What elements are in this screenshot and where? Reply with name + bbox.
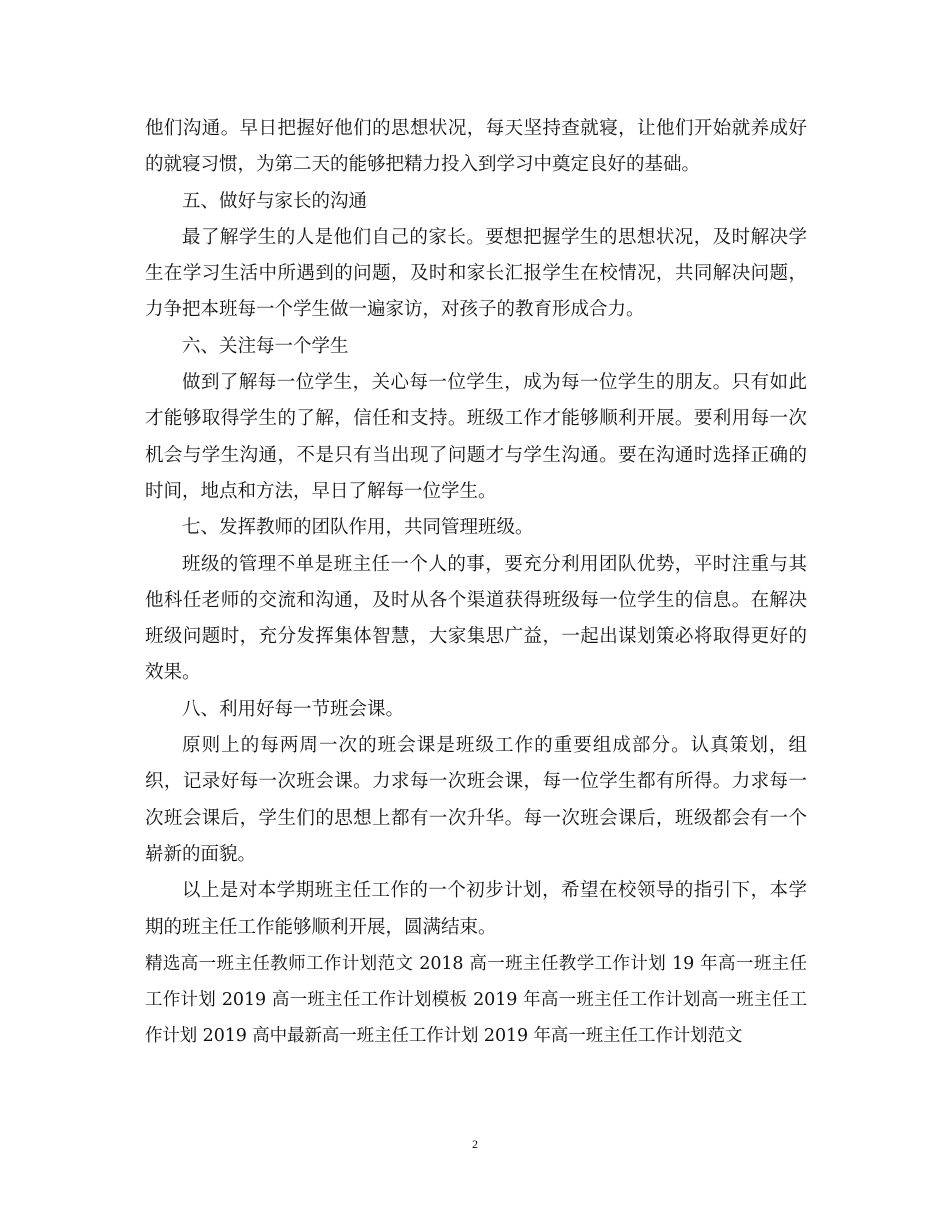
section-heading-parent-communication: 五、做好与家长的沟通	[182, 190, 368, 212]
document-body	[145, 111, 807, 1055]
section-heading-teacher-team: 七、发挥教师的团队作用，共同管理班级。	[182, 517, 534, 539]
paragraph-teacher-team: 班级的管理不单是班主任一个人的事，要充分利用团队优势，平时注重与其他科任老师的交流和沟通，及时从各个渠道获得班级每一位学生的信息。在解决班级问题时，充分发挥集体智慧，大家集思广益，一起出谋划策必将取得更好的效果。	[145, 553, 807, 684]
paragraph-every-student: 做到了解每一位学生，关心每一位学生，成为每一位学生的朋友。只有如此才能够取得学生的了解，信任和支持。班级工作才能够顺利开展。要利用每一次机会与学生沟通，不是只有当出现了问题才与学生沟通。要在沟通时选择正确的时间，地点和方法，早日了解每一位学生。	[145, 372, 807, 502]
page-number: 2	[472, 1137, 478, 1151]
paragraph-parent-communication: 最了解学生的人是他们自己的家长。要想把握学生的思想状况，及时解决学生在学习生活中所遇到的问题，及时和家长汇报学生在校情况，共同解决问题，力争把本班每一个学生做一遍家访，对孩子的教育形成合力。	[145, 226, 807, 321]
paragraph-class-meeting: 原则上的每两周一次的班会课是班级工作的重要组成部分。认真策划，组织，记录好每一次班会课。力求每一次班会课，每一位学生都有所得。力求每一次班会课后，学生们的思想上都有一次升华。每一次班会课后，班级都会有一个崭新的面貌。	[145, 735, 807, 865]
section-heading-every-student: 六、关注每一个学生	[182, 335, 349, 357]
related-links-text: 精选高一班主任教师工作计划范文 2018 高一班主任教学工作计划 19 年高一班主任工作计划 2019 高一班主任工作计划模板 2019 年高一班主任工作计划高一班主任工作计划 2019 高中最新高一班主任工作计划 2019 年高一班主任工作计划范文	[145, 953, 807, 1047]
paragraph-continued: 他们沟通。早日把握好他们的思想状况，每天坚持查就寝，让他们开始就养成好的就寝习惯，为第二天的能够把精力投入到学习中奠定良好的基础。	[145, 118, 807, 176]
section-heading-class-meeting: 八、利用好每一节班会课。	[182, 698, 405, 720]
paragraph-conclusion: 以上是对本学期班主任工作的一个初步计划，希望在校领导的指引下，本学期的班主任工作能够顺利开展，圆满结束。	[145, 880, 807, 938]
